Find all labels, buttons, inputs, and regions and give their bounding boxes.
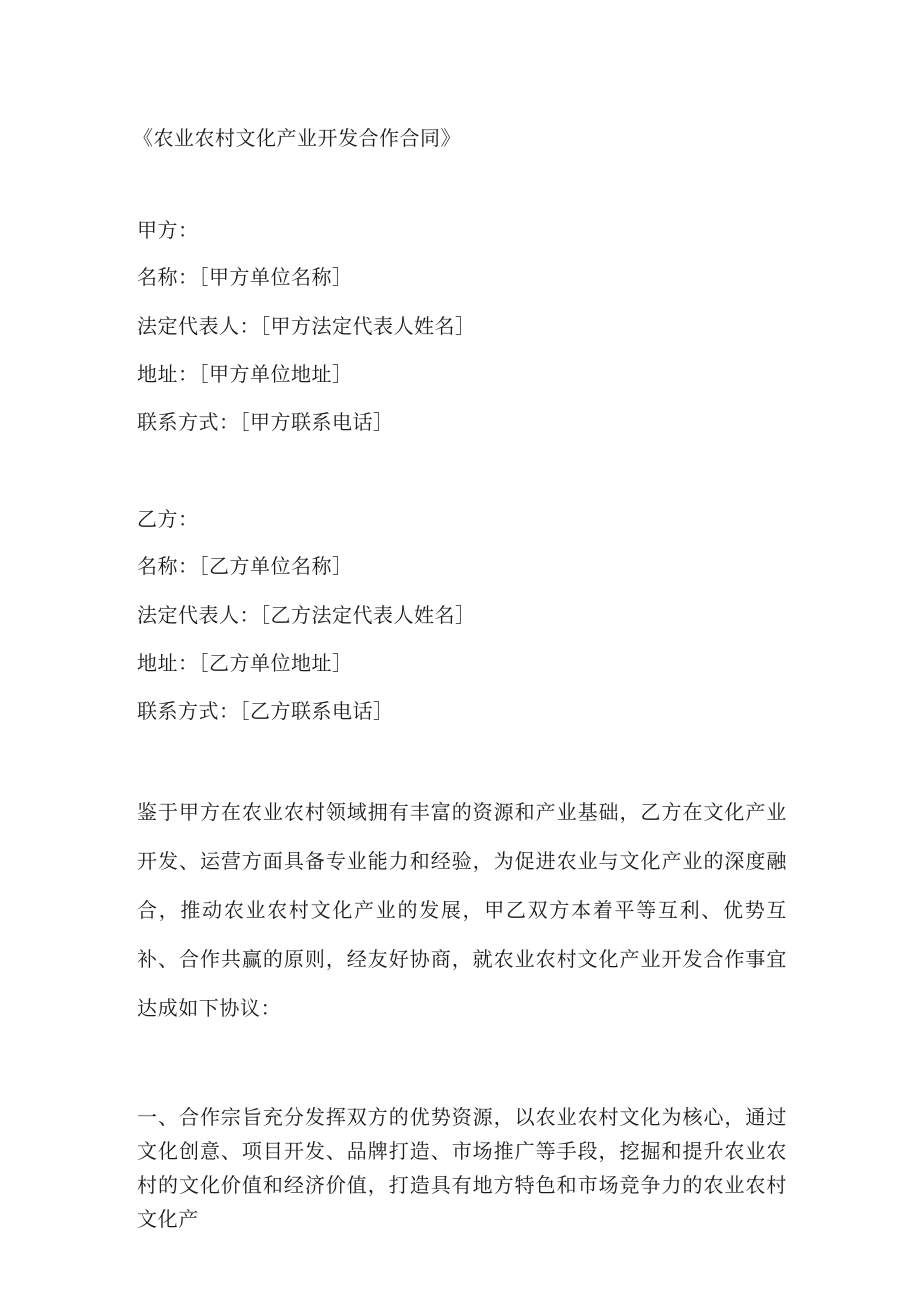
party-b-heading: 乙方： [137, 507, 199, 531]
party-b-address: 地址：［乙方单位地址］ [137, 651, 353, 675]
clause-1-paragraph: 一、合作宗旨充分发挥双方的优势资源，以农业农村文化为核心，通过文化创意、项目开发、品牌打造、市场推广等手段，挖掘和提升农业农村的文化价值和经济价值，打造具有地方特色和市场竞争力的农业农村文化产 [137, 1105, 787, 1231]
party-b-contact: 联系方式：［乙方联系电话］ [137, 699, 394, 723]
document-title: 《农业农村文化产业开发合作合同》 [133, 126, 461, 150]
party-b-legal-rep: 法定代表人：［乙方法定代表人姓名］ [137, 603, 476, 627]
party-a-heading: 甲方： [137, 218, 199, 242]
party-b-name: 名称：［乙方单位名称］ [137, 554, 353, 578]
party-a-name: 名称：［甲方单位名称］ [137, 265, 353, 289]
party-a-contact: 联系方式：［甲方联系电话］ [137, 410, 394, 434]
party-a-legal-rep: 法定代表人：［甲方法定代表人姓名］ [137, 314, 476, 338]
preamble-paragraph: 鉴于甲方在农业农村领域拥有丰富的资源和产业基础，乙方在文化产业开发、运营方面具备专业能力和经验，为促进农业与文化产业的深度融合，推动农业农村文化产业的发展，甲乙双方本着平等互利、优势互补、合作共赢的原则，经友好协商，就农业农村文化产业开发合作事宜达成如下协议： [137, 800, 787, 1020]
party-a-address: 地址：［甲方单位地址］ [137, 362, 353, 386]
